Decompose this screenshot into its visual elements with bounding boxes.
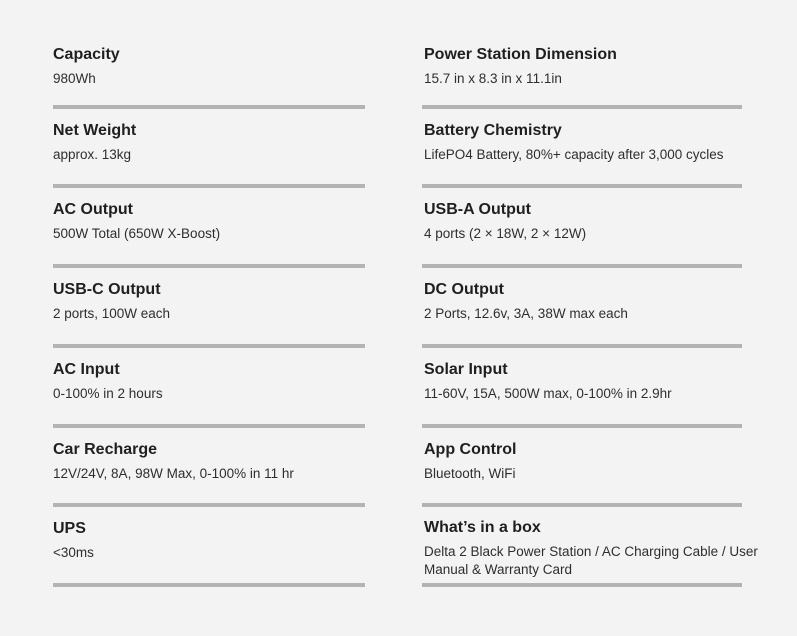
divider xyxy=(422,344,742,348)
divider xyxy=(422,503,742,507)
divider xyxy=(53,424,365,428)
spec-value: 12V/24V, 8A, 98W Max, 0-100% in 11 hr xyxy=(53,466,294,481)
spec-value: 980Wh xyxy=(53,71,96,86)
spec-value: 0-100% in 2 hours xyxy=(53,386,163,401)
spec-title: UPS xyxy=(53,520,86,537)
divider xyxy=(53,503,365,507)
spec-value: LifePO4 Battery, 80%+ capacity after 3,000 cycles xyxy=(424,147,724,162)
divider xyxy=(422,184,742,188)
divider xyxy=(422,264,742,268)
spec-title: USB-A Output xyxy=(424,201,531,218)
spec-title: Battery Chemistry xyxy=(424,122,562,139)
divider xyxy=(53,344,365,348)
spec-title: AC Output xyxy=(53,201,133,218)
spec-value: 4 ports (2 × 18W, 2 × 12W) xyxy=(424,226,587,241)
spec-title: What’s in a box xyxy=(424,519,541,536)
divider xyxy=(53,264,365,268)
spec-title: AC Input xyxy=(53,361,120,378)
divider xyxy=(422,105,742,109)
spec-title: Power Station Dimension xyxy=(424,46,617,63)
divider xyxy=(53,105,365,109)
spec-title: USB-C Output xyxy=(53,281,161,298)
spec-title: DC Output xyxy=(424,281,504,298)
spec-title: Solar Input xyxy=(424,361,508,378)
divider xyxy=(422,424,742,428)
divider xyxy=(53,583,365,587)
spec-value: 500W Total (650W X-Boost) xyxy=(53,226,221,241)
divider xyxy=(53,184,365,188)
spec-value: 2 ports, 100W each xyxy=(53,306,171,321)
spec-title: App Control xyxy=(424,441,517,458)
spec-title: Net Weight xyxy=(53,122,137,139)
spec-value: 11-60V, 15A, 500W max, 0-100% in 2.9hr xyxy=(424,386,672,401)
divider xyxy=(422,583,742,587)
spec-value: 2 Ports, 12.6v, 3A, 38W max each xyxy=(424,306,628,321)
spec-value: 15.7 in x 8.3 in x 11.1in xyxy=(424,71,562,86)
spec-value: approx. 13kg xyxy=(53,147,132,162)
spec-title: Capacity xyxy=(53,46,120,63)
spec-title: Car Recharge xyxy=(53,441,158,458)
spec-value: <30ms xyxy=(53,545,94,560)
spec-value: Bluetooth, WiFi xyxy=(424,466,516,481)
spec-value: Delta 2 Black Power Station / AC Charging Cable / User Manual & Warranty Card xyxy=(424,544,758,577)
